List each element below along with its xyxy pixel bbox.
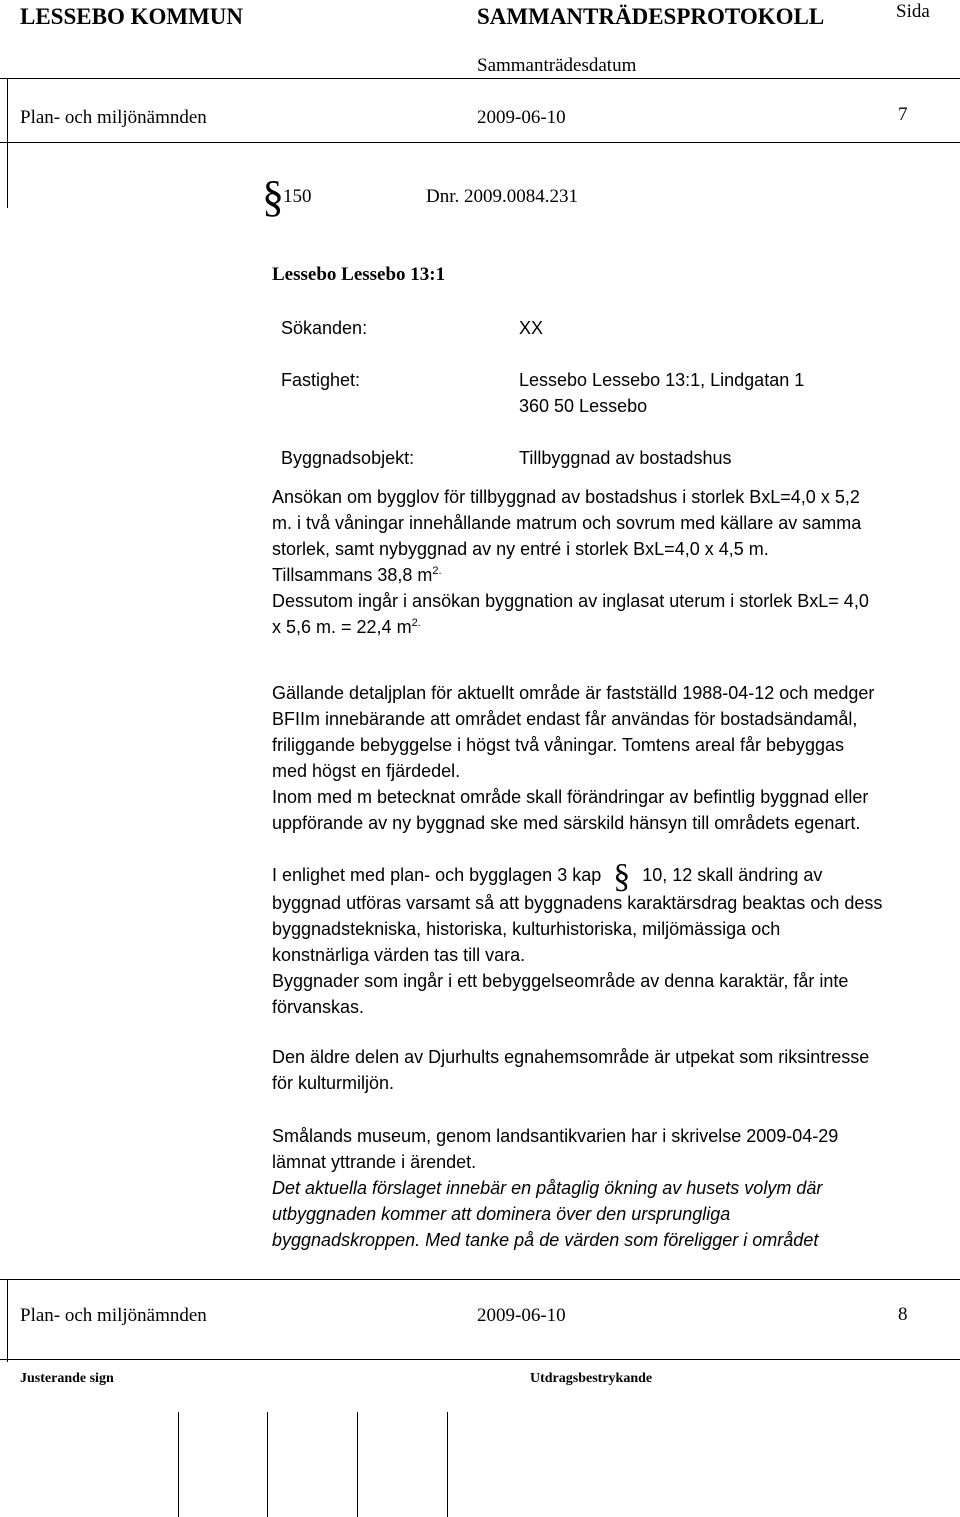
diary-number: Dnr. 2009.0084.231: [426, 186, 578, 207]
section-sign-icon: §: [262, 172, 284, 221]
section-title: Lessebo Lessebo 13:1: [272, 264, 446, 285]
detail-plan-paragraph: Gällande detaljplan för aktuellt område är fastställd 1988-04-12 och medger BFIIm innebärande att området endast får användas för bostadsändamål, friliggande bebyggelse i högst två våningar. Tomtens areal får bebyggas med högst en fjärdedel. Inom med m betecknat område skall förändringar av befintlig byggnad eller uppförande av ny byggnad ske med särskild hänsyn till områdets egenart.: [272, 683, 875, 833]
applicant-value: XX: [519, 318, 544, 338]
page-label: Sida: [896, 1, 930, 22]
footer-board-name: Plan- och miljönämnden: [20, 1305, 207, 1326]
header-rule-bottom: [0, 142, 960, 143]
building-object-label: Byggnadsobjekt:: [281, 448, 415, 468]
footer-meeting-date: 2009-06-10: [477, 1305, 566, 1326]
museum-statement-paragraph: Smålands museum, genom landsantikvarien har i skrivelse 2009-04-29 lämnat yttrande i ärendet. Det aktuella förslaget innebär en påtaglig ökning av husets volym där utbyggnaden kommer att dominera över den ursprungliga byggnadskroppen. Med tanke på de värden som föreligger i området: [272, 1126, 839, 1250]
header-rule-top: [0, 78, 960, 79]
signature-box-line-4: [447, 1412, 448, 1517]
meeting-date-label: Sammanträdesdatum: [477, 55, 637, 76]
section-sign-inline-icon: §: [613, 858, 631, 895]
municipality-name: LESSEBO KOMMUN: [20, 4, 244, 29]
signature-box-line-1: [178, 1412, 179, 1517]
header-page-number: 7: [898, 104, 908, 125]
extract-label: Utdragsbestrykande: [530, 1371, 653, 1386]
property-address: 360 50 Lessebo: [519, 396, 648, 416]
document-type: SAMMANTRÄDESPROTOKOLL: [477, 4, 825, 29]
building-law-paragraph: I enlighet med plan- och bygglagen 3 kap § 10, 12 skall ändring av byggnad utföras varsamt så att byggnadens karaktärsdrag beaktas och dess byggnadstekniska, historiska, kulturhistoriska, miljömässiga och konstnärliga värden tas till vara. Byggnader som ingår i ett bebyggelseområde av denna karaktär, får inte förvanskas.: [272, 858, 883, 1017]
property-label: Fastighet:: [281, 370, 361, 390]
building-object-value: Tillbyggnad av bostadshus: [519, 448, 732, 468]
applicant-label: Sökanden:: [281, 318, 368, 338]
footer-rule-middle: [0, 1359, 960, 1360]
header-meeting-date: 2009-06-10: [477, 107, 566, 128]
paragraph-number: 150: [283, 186, 312, 207]
signature-box-line-2: [267, 1412, 268, 1517]
application-paragraph: Ansökan om bygglov för tillbyggnad av bostadshus i storlek BxL=4,0 x 5,2 m. i två våningar innehållande matrum och sovrum med källare av samma storlek, samt nybyggnad av ny entré i storlek BxL=4,0 x 4,5 m. Tillsammans 38,8 $m^{2.}$ Dessutom ingår i ansökan byggnation av inglasat uterum i storlek BxL= 4,0 x 5,6 m. = 22,4 $m^{2.}$: [272, 487, 869, 637]
footer-page-number: 8: [898, 1304, 908, 1325]
header-board-name: Plan- och miljönämnden: [20, 107, 207, 128]
header-margin-rule: [7, 78, 8, 208]
national-interest-paragraph: Den äldre delen av Djurhults egnahemsområde är utpekat som riksintresse för kulturmiljön.: [272, 1047, 870, 1093]
signature-label: Justerande sign: [20, 1371, 114, 1386]
footer-margin-rule: [7, 1280, 8, 1362]
signature-box-line-3: [357, 1412, 358, 1517]
footer-rule-top: [0, 1279, 960, 1280]
property-value: Lessebo Lessebo 13:1, Lindgatan 1: [519, 370, 805, 390]
